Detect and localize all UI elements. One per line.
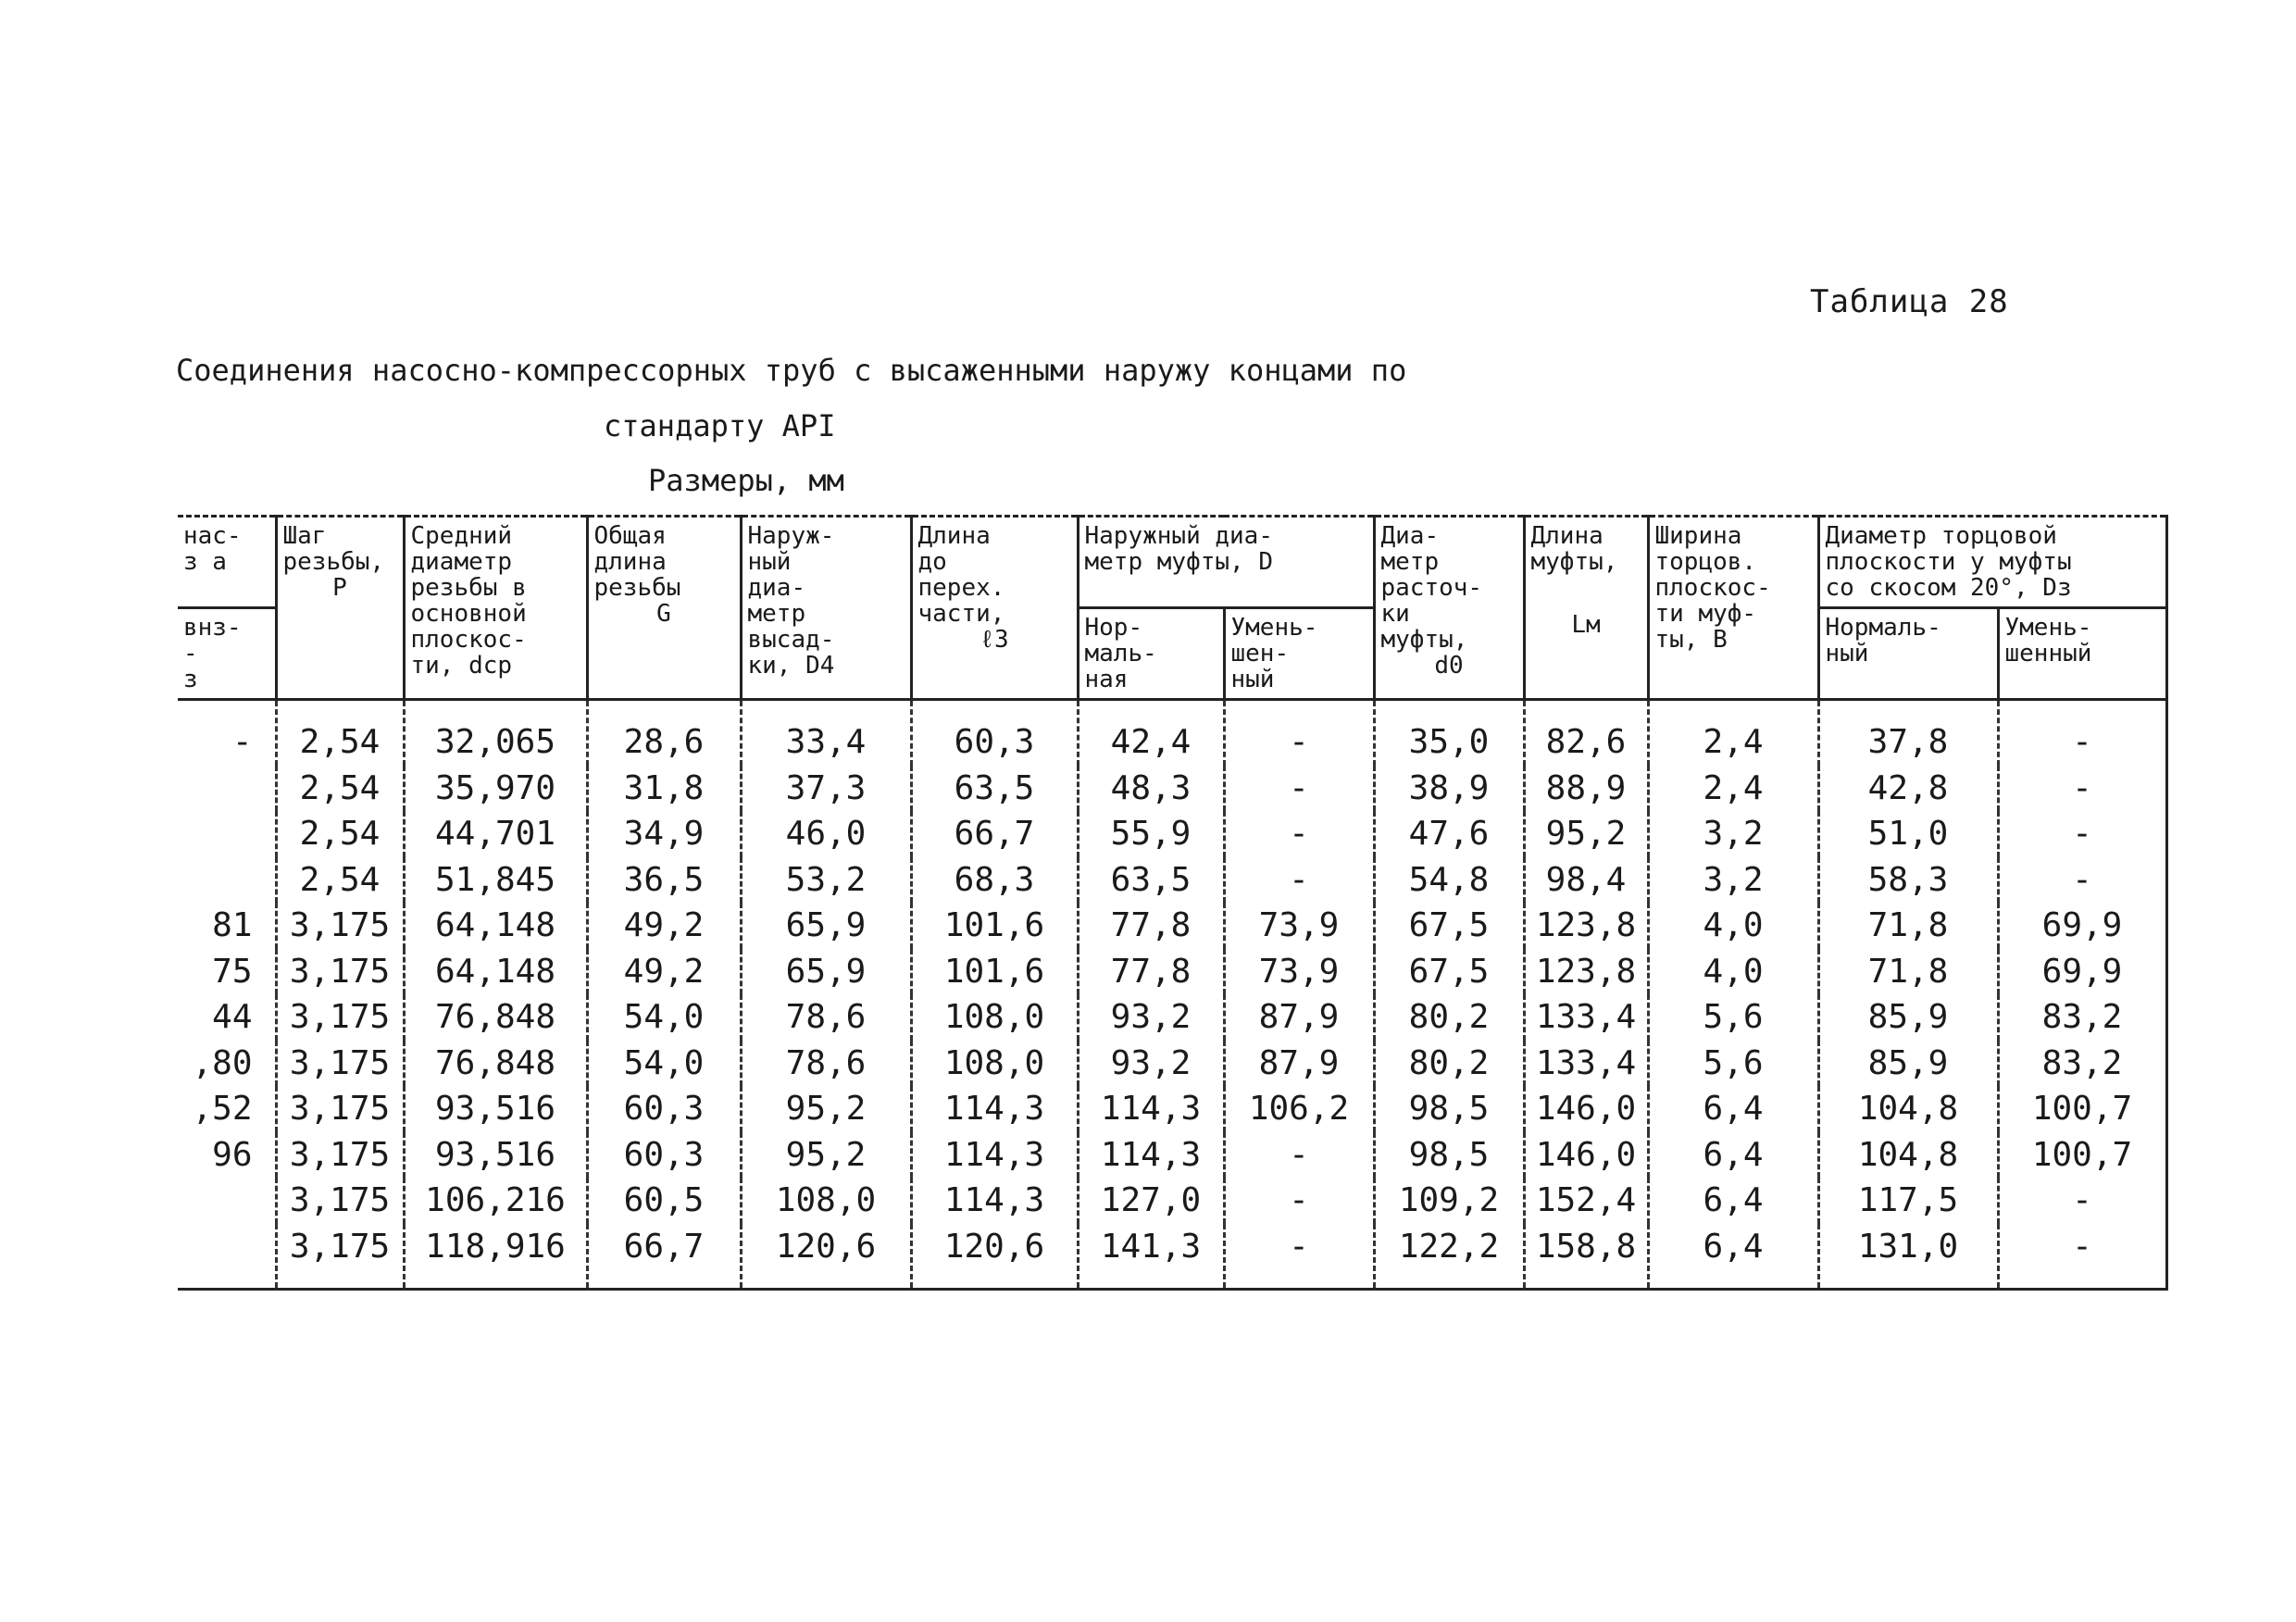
table-cell: 3,175 — [276, 1224, 404, 1290]
table-cell: 6,4 — [1648, 1086, 1818, 1132]
table-cell: 54,0 — [587, 1041, 741, 1087]
header-thread-pitch: Шаг резьбы, P — [276, 517, 404, 700]
table-cell: 2,4 — [1648, 766, 1818, 812]
table-row — [178, 949, 2166, 995]
table-cell: 73,9 — [1224, 949, 1374, 995]
header-coupling-od-reduced: Умень- шен- ный — [1224, 608, 1374, 700]
table-cell: 38,9 — [1374, 766, 1524, 812]
table-cell: 49,2 — [587, 949, 741, 995]
table-cell: 101,6 — [911, 949, 1078, 995]
table-cell: 123,8 — [1524, 903, 1648, 949]
table-row — [178, 1132, 2166, 1179]
table-cell: 95,2 — [741, 1086, 911, 1132]
table-cell: 106,216 — [404, 1178, 587, 1224]
table-cell: 80,2 — [1374, 1041, 1524, 1087]
table-cell: 35,0 — [1374, 700, 1524, 766]
table-cell: 78,6 — [741, 1041, 911, 1087]
table-cell: 65,9 — [741, 949, 911, 995]
table-cell — [178, 811, 276, 857]
caption-line-1: Соединения насосно-компрессорных труб с высаженными наружу концами по — [176, 353, 1407, 388]
table-cell: 32,065 — [404, 700, 587, 766]
table-cell: 60,3 — [587, 1086, 741, 1132]
table-cell: 42,4 — [1078, 700, 1224, 766]
table-cell: - — [1998, 857, 2166, 904]
table-row — [178, 1178, 2166, 1224]
table-cell: 42,8 — [1818, 766, 1998, 812]
table-cell: 51,845 — [404, 857, 587, 904]
table-cell: 63,5 — [911, 766, 1078, 812]
table-cell: 146,0 — [1524, 1132, 1648, 1179]
table-cell: 114,3 — [911, 1178, 1078, 1224]
table-cell: 2,4 — [1648, 700, 1818, 766]
table-cell: 4,0 — [1648, 903, 1818, 949]
table-cell: - — [1224, 766, 1374, 812]
header-thread-length: Общая длина резьбы G — [587, 517, 741, 700]
table-cell: 37,3 — [741, 766, 911, 812]
table-cell: 108,0 — [911, 994, 1078, 1041]
table-cell: 158,8 — [1524, 1224, 1648, 1290]
table-cell: - — [1998, 1224, 2166, 1290]
header-length-to-transition: Длина до перех. части, ℓ3 — [911, 517, 1078, 700]
table-cell: - — [1224, 1224, 1374, 1290]
table-cell: 2,54 — [276, 766, 404, 812]
table-cell: 101,6 — [911, 903, 1078, 949]
table-cell: 3,2 — [1648, 811, 1818, 857]
header-coupling-length: Длина муфты, Lм — [1524, 517, 1648, 700]
table-cell: 118,916 — [404, 1224, 587, 1290]
table-cell: 2,54 — [276, 857, 404, 904]
table-cell: 133,4 — [1524, 1041, 1648, 1087]
table-cell: 60,3 — [587, 1132, 741, 1179]
table-cell: 66,7 — [587, 1224, 741, 1290]
table-cell: 80,2 — [1374, 994, 1524, 1041]
table-cell: - — [1224, 1132, 1374, 1179]
table-cell: 63,5 — [1078, 857, 1224, 904]
table-cell: 58,3 — [1818, 857, 1998, 904]
table-cell: 120,6 — [911, 1224, 1078, 1290]
table-body — [178, 700, 2166, 1290]
table-cell: 33,4 — [741, 700, 911, 766]
table-cell: 66,7 — [911, 811, 1078, 857]
table-cell: 31,8 — [587, 766, 741, 812]
table-cell: 104,8 — [1818, 1086, 1998, 1132]
table-cell: - — [231, 723, 253, 762]
table-cell: 78,6 — [741, 994, 911, 1041]
table-cell: 54,0 — [587, 994, 741, 1041]
symbol-pitch-diameter: dср — [468, 652, 513, 680]
table-cell: 46,0 — [741, 811, 911, 857]
table-cell: ,52 — [192, 1090, 253, 1129]
header-upset-od: Наруж- ный диа- метр высад- ки, D4 — [741, 517, 911, 700]
table-cell: 49,2 — [587, 903, 741, 949]
table-cell: 6,4 — [1648, 1178, 1818, 1224]
table-cell: 4,0 — [1648, 949, 1818, 995]
table-cell: 114,3 — [1078, 1132, 1224, 1179]
table-cell: 3,2 — [1648, 857, 1818, 904]
table-label: Таблица 28 — [1810, 283, 2009, 320]
symbol-coupling-bore: d0 — [1434, 652, 1464, 680]
table-cell: - — [1224, 1178, 1374, 1224]
table-cell: 98,4 — [1524, 857, 1648, 904]
symbol-length-to-transition: ℓ3 — [980, 626, 1009, 654]
table-cell: 131,0 — [1818, 1224, 1998, 1290]
table-cell: 123,8 — [1524, 949, 1648, 995]
table-row — [178, 903, 2166, 949]
table-cell: 100,7 — [1998, 1132, 2166, 1179]
table-row — [178, 1086, 2166, 1132]
table-cell: 36,5 — [587, 857, 741, 904]
table-row — [178, 811, 2166, 857]
table-cell: 76,848 — [404, 1041, 587, 1087]
table-cell: 3,175 — [276, 1041, 404, 1087]
table-header — [178, 517, 2166, 700]
table-cell: 127,0 — [1078, 1178, 1224, 1224]
table-cell: 71,8 — [1818, 903, 1998, 949]
table-cell: 108,0 — [911, 1041, 1078, 1087]
table-cell: 114,3 — [911, 1132, 1078, 1179]
table-cell: 6,4 — [1648, 1224, 1818, 1290]
table-cell: 77,8 — [1078, 903, 1224, 949]
table-cell: 146,0 — [1524, 1086, 1648, 1132]
symbol-pitch: P — [332, 574, 347, 602]
table-cell: 3,175 — [276, 1086, 404, 1132]
header-coupling-od-normal: Нор- маль- ная — [1078, 608, 1224, 700]
table-row — [178, 994, 2166, 1041]
table-row — [178, 857, 2166, 904]
table-cell: 75 — [212, 952, 253, 991]
table-cell: 64,148 — [404, 903, 587, 949]
table-cell: - — [1998, 811, 2166, 857]
table-caption — [176, 343, 1750, 454]
header-pitch-diameter: Средний диаметр резьбы в основной плоскос- ти, dср — [404, 517, 587, 700]
table-cell: 77,8 — [1078, 949, 1224, 995]
table-cell: 98,5 — [1374, 1132, 1524, 1179]
table-cell: 73,9 — [1224, 903, 1374, 949]
table-cell: 69,9 — [1998, 903, 2166, 949]
table-cell: 83,2 — [1998, 1041, 2166, 1087]
table-cell: 53,2 — [741, 857, 911, 904]
symbol-face-width: B — [1713, 626, 1728, 654]
table-cell: 3,175 — [276, 1178, 404, 1224]
units-note: Размеры, мм — [648, 463, 844, 498]
table-cell: 117,5 — [1818, 1178, 1998, 1224]
header-face-diameter-normal: Нормаль- ный — [1818, 608, 1998, 700]
table-row — [178, 1041, 2166, 1087]
table-row — [178, 700, 2166, 766]
table-cell: 93,2 — [1078, 1041, 1224, 1087]
table-cell: 67,5 — [1374, 949, 1524, 995]
table-cell: 47,6 — [1374, 811, 1524, 857]
header-face-width: Ширина торцов. плоскос- ти муф- ты, B — [1648, 517, 1818, 700]
table-cell: 141,3 — [1078, 1224, 1224, 1290]
header-face-diameter-group: Диаметр торцовой плоскости у муфты со скосом 20°, Dз — [1818, 517, 2166, 608]
table-cell — [178, 857, 276, 904]
table-cell: 5,6 — [1648, 994, 1818, 1041]
table-cell: 3,175 — [276, 1132, 404, 1179]
table-cell: 34,9 — [587, 811, 741, 857]
table-row — [178, 1224, 2166, 1290]
table-cell: 71,8 — [1818, 949, 1998, 995]
table-cell: 28,6 — [587, 700, 741, 766]
table-cell: 35,970 — [404, 766, 587, 812]
table-cell: 5,6 — [1648, 1041, 1818, 1087]
table-cell: 100,7 — [1998, 1086, 2166, 1132]
table-cell: 3,175 — [276, 949, 404, 995]
table-cell: 67,5 — [1374, 903, 1524, 949]
table-cell: - — [1998, 700, 2166, 766]
table-cell: 88,9 — [1524, 766, 1648, 812]
table-cell: - — [1998, 766, 2166, 812]
table-cell: 93,516 — [404, 1086, 587, 1132]
table-cell: 54,8 — [1374, 857, 1524, 904]
table-cell: 120,6 — [741, 1224, 911, 1290]
table-cell: 106,2 — [1224, 1086, 1374, 1132]
table-cell: 64,148 — [404, 949, 587, 995]
symbol-coupling-length: Lм — [1571, 611, 1601, 639]
table-cell: 81 — [212, 906, 253, 945]
table-cell: 48,3 — [1078, 766, 1224, 812]
table-cell: 114,3 — [911, 1086, 1078, 1132]
table-cell: 104,8 — [1818, 1132, 1998, 1179]
table-cell: - — [1998, 1178, 2166, 1224]
table-cell: 96 — [212, 1135, 253, 1174]
table-cell: 60,5 — [587, 1178, 741, 1224]
coupling-dimensions-table — [178, 515, 2168, 1291]
table-cell: 55,9 — [1078, 811, 1224, 857]
table-cell: 87,9 — [1224, 994, 1374, 1041]
table-cell: 122,2 — [1374, 1224, 1524, 1290]
table-cell: 37,8 — [1818, 700, 1998, 766]
table-cell: 69,9 — [1998, 949, 2166, 995]
table-cell: 3,175 — [276, 994, 404, 1041]
table-cell: 85,9 — [1818, 1041, 1998, 1087]
table-cell: 65,9 — [741, 903, 911, 949]
table-cell: 95,2 — [1524, 811, 1648, 857]
table-cell: 2,54 — [276, 811, 404, 857]
table-cell — [178, 1224, 276, 1290]
table-cell: 95,2 — [741, 1132, 911, 1179]
table-cell — [178, 766, 276, 812]
table-cell: 87,9 — [1224, 1041, 1374, 1087]
header-col0-top: нас- з а — [178, 517, 276, 608]
table-cell: ,80 — [192, 1043, 253, 1082]
table-row — [178, 766, 2166, 812]
table-cell: 133,4 — [1524, 994, 1648, 1041]
table-cell: 60,3 — [911, 700, 1078, 766]
table-cell: 76,848 — [404, 994, 587, 1041]
table-cell: 68,3 — [911, 857, 1078, 904]
table-cell: 51,0 — [1818, 811, 1998, 857]
header-col0-bottom: внз- - з — [178, 608, 276, 700]
table-cell: - — [1224, 811, 1374, 857]
table-cell: 114,3 — [1078, 1086, 1224, 1132]
table-cell: 3,175 — [276, 903, 404, 949]
table-cell: 85,9 — [1818, 994, 1998, 1041]
symbol-upset-od: D4 — [805, 652, 835, 680]
table-cell: 109,2 — [1374, 1178, 1524, 1224]
table-cell: - — [1224, 857, 1374, 904]
table-cell: 2,54 — [276, 700, 404, 766]
header-coupling-bore: Диа- метр расточ- ки муфты, d0 — [1374, 517, 1524, 700]
table-cell: 93,2 — [1078, 994, 1224, 1041]
table-cell: 98,5 — [1374, 1086, 1524, 1132]
table-cell: 44 — [212, 998, 253, 1037]
table-cell: 83,2 — [1998, 994, 2166, 1041]
table-cell: 44,701 — [404, 811, 587, 857]
header-coupling-od-group: Наружный диа- метр муфты, D — [1078, 517, 1374, 608]
symbol-thread-length: G — [656, 600, 671, 628]
table-cell: 82,6 — [1524, 700, 1648, 766]
caption-line-2: стандарту API — [604, 408, 836, 443]
header-face-diameter-reduced: Умень- шенный — [1998, 608, 2166, 700]
table-cell — [178, 1178, 276, 1224]
table-cell: 152,4 — [1524, 1178, 1648, 1224]
table-cell: 108,0 — [741, 1178, 911, 1224]
table-cell: - — [1224, 700, 1374, 766]
table-cell: 93,516 — [404, 1132, 587, 1179]
table-cell: 6,4 — [1648, 1132, 1818, 1179]
